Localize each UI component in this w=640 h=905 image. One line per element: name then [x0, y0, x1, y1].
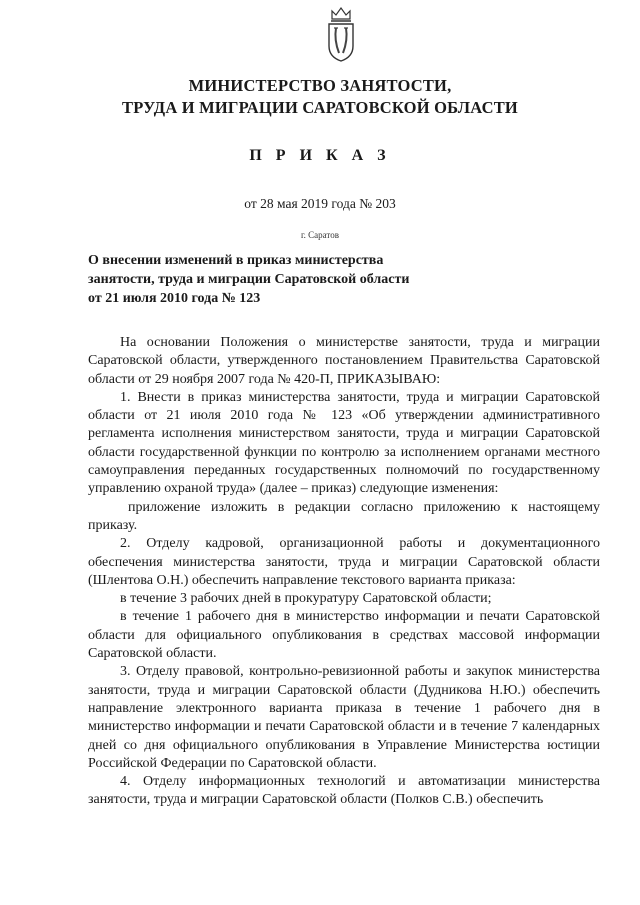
document-type-title: П Р И К А З	[249, 147, 391, 164]
body-paragraph-item-3: 3. Отделу правовой, контрольно-ревизионной работы и закупок министерства занятости, труда и миграции Саратовской области (Дудникова Н.Ю.) обеспечить направление электронного варианта приказа в течение 1 рабочего дня в министерство информации и печати Саратовской области и в течение 7 календарных дней со дня официального опубликования в Управление Министерства юстиции Российской Федерации по Саратовской области.	[88, 664, 600, 771]
ministry-name-line2: ТРУДА И МИГРАЦИИ САРАТОВСКОЙ ОБЛАСТИ	[122, 98, 518, 117]
order-subject	[88, 251, 508, 308]
body-paragraph-item-1: 1. Внести в приказ министерства занятости, труда и миграции Саратовской области от 21 июля 2010 года № 123 «Об утверждении административного регламента исполнения министерством занятости, труда и миграции Саратовской области государственной функции по контролю за исполнением органами местного самоуправления переданных государственных полномочий по государственному управлению охраной труда» (далее – приказ) следующие изменения:	[88, 389, 600, 497]
body-paragraph-item-2: 2. Отделу кадровой, организационной работы и документационного обеспечения министерства занятости, труда и миграции Саратовской области (Шлентова О.Н.) обеспечить направление текстового варианта приказа:	[88, 536, 600, 588]
subject-line: занятости, труда и миграции Саратовской области	[88, 272, 410, 287]
city-label: г. Саратов	[301, 230, 339, 240]
order-body	[88, 334, 600, 810]
subject-line: О внесении изменений в приказ министерства	[88, 253, 384, 268]
body-paragraph-item-2-sub-1: в течение 3 рабочих дней в прокуратуру Саратовской области;	[120, 591, 492, 607]
order-date-number: от 28 мая 2019 года № 203	[244, 196, 396, 211]
body-paragraph-item-1-change: приложение изложить в редакции согласно приложению к настоящему приказу.	[88, 499, 600, 533]
body-paragraph-item-2-sub-2: в течение 1 рабочего дня в министерство информации и печати Саратовской области для официального опубликования в средствах массовой информации Саратовской области.	[88, 609, 600, 662]
ministry-name-line1: МИНИСТЕРСТВО ЗАНЯТОСТИ,	[188, 76, 452, 95]
saratov-coat-of-arms-icon	[326, 6, 356, 62]
subject-line: от 21 июля 2010 года № 123	[88, 291, 261, 306]
body-paragraph-item-4: 4. Отделу информационных технологий и автоматизации министерства занятости, труда и миграции Саратовской области (Полков С.В.) обеспечить	[88, 774, 600, 808]
body-paragraph-preamble: На основании Положения о министерстве занятости, труда и миграции Саратовской области, утвержденного постановлением Правительства Саратовской области от 29 ноября 2007 года № 420-П, ПРИКАЗЫВАЮ:	[88, 335, 600, 387]
